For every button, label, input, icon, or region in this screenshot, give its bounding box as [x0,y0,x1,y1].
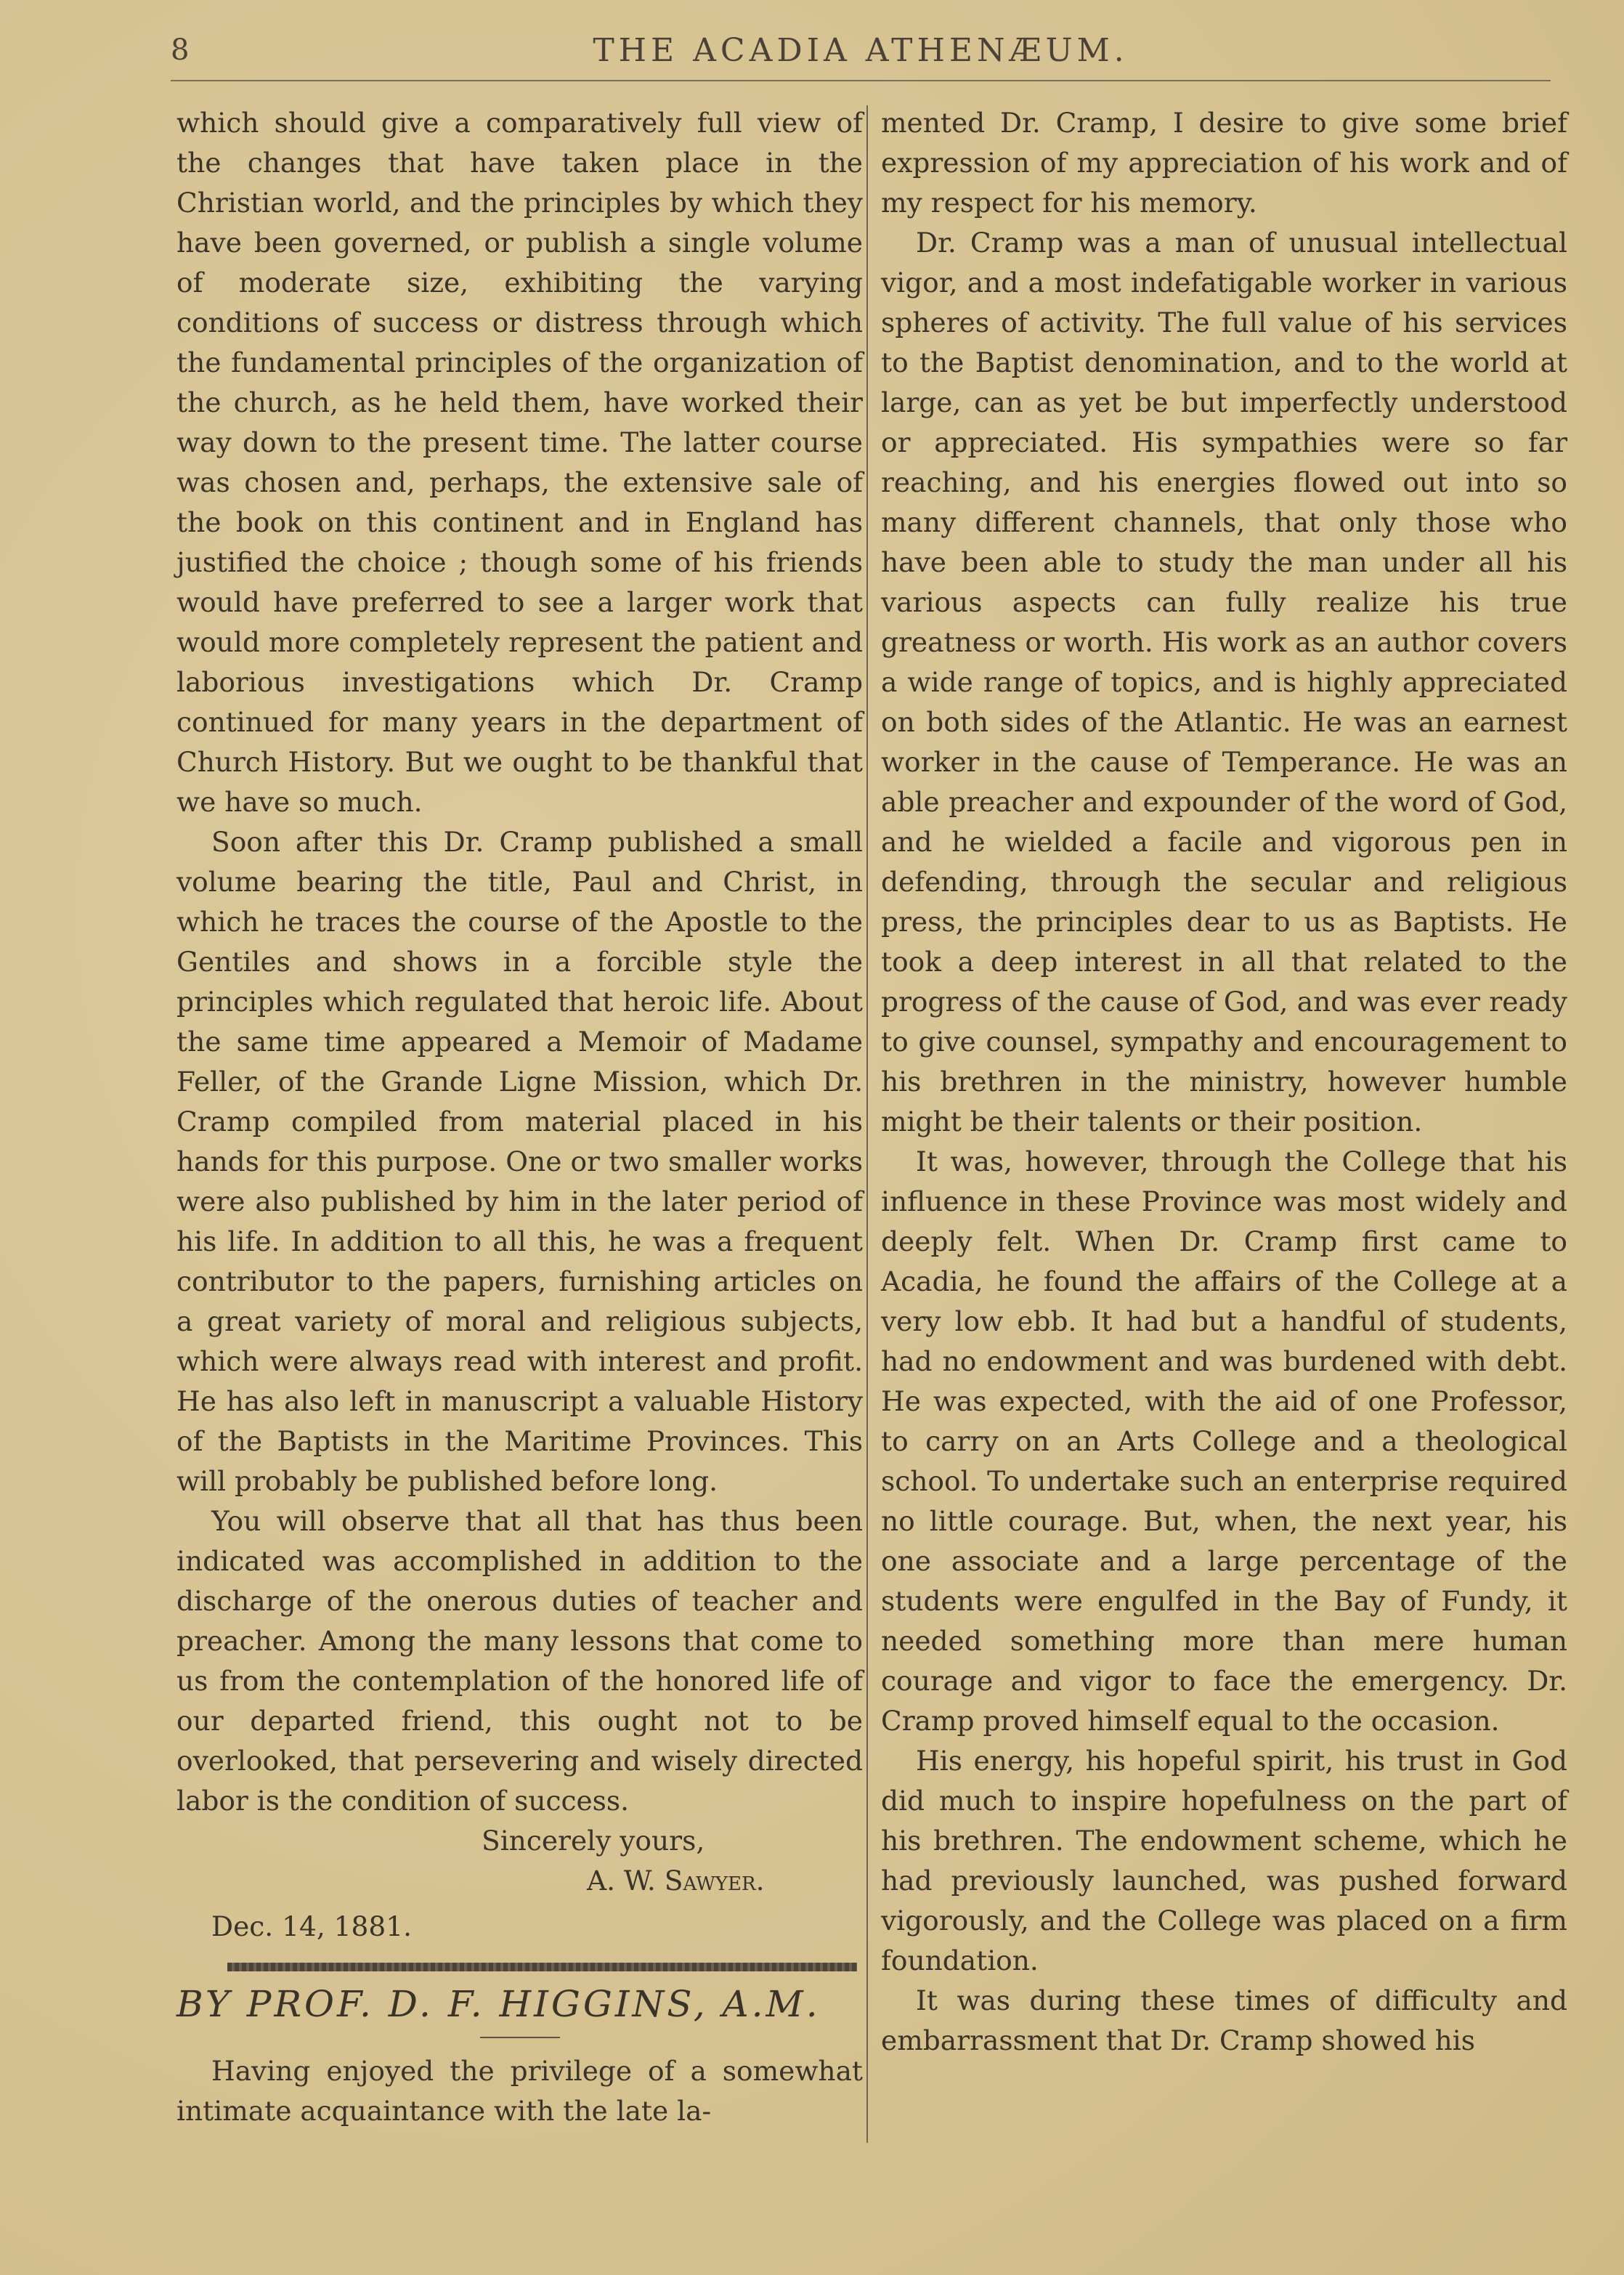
closing-salutation: Sincerely yours, [482,1825,705,1857]
running-head [171,29,1551,80]
column-divider [866,105,868,2143]
left-column [176,103,863,2131]
paragraph: Having enjoyed the privilege of a somewhat intimate acquaintance with the late la- [176,2055,863,2127]
paragraph: It was during these times of difficulty and embarrassment that Dr. Cramp showed his [881,1984,1567,2056]
paragraph: Soon after this Dr. Cramp published a small volume bearing the title, Paul and Christ, in which he traces the course of the Apostle to the Gentiles and shows in a forcible style the principles which regulated that heroic life. About the same time appeared a Memoir of Madame Feller, of the Grande Ligne Mission, which Dr. Cramp compiled from material placed in his hands for this purpose. One or two smaller works were also published by him in the later period of his life. In addition to all this, he was a frequent contributor to the papers, furnishing articles on a great variety of moral and religious subjects, which were always read with interest and profit. He has also left in manuscript a valuable History of the Baptists in the Maritime Provinces. This will probably be published before long. [176,826,863,1497]
header-rule [171,80,1551,81]
right-column [881,103,1567,2061]
paragraph: His energy, his hopeful spirit, his trust in God did much to inspire hopefulness on the part of his brethren. The endowment scheme, which he had previously launched, was pushed forward vigorously, and the College was placed on a firm foundation. [881,1745,1567,1976]
paragraph: Dr. Cramp was a man of unusual intellectual vigor, and a most indefatigable worker in various spheres of activity. The full value of his services to the Baptist denomination, and to the world at large, can as yet be but imperfectly understood or appreciated. His sympathies were so far reaching, and his energies flowed out into so many different channels, that only those who have been able to study the man under all his various aspects can fully realize his true greatness or worth. His work as an author covers a wide range of topics, and is highly appreciated on both sides of the Atlantic. He was an earnest worker in the cause of Temperance. He was an able preacher and expounder of the word of God, and he wielded a facile and vigorous pen in defending, through the secular and religious press, the principles dear to us as Baptists. He took a deep interest in all that related to the progress of the cause of God, and was ever ready to give counsel, sympathy and encouragement to his brethren in the ministry, however humble might be their talents or their position. [881,227,1567,1138]
paragraph: which should give a comparatively full view of the changes that have taken place in the Christian world, and the principles by which they have been governed, or publish a single volume of moderate size, exhibiting the varying conditions of success or distress through which the fundamental principles of the organization of the church, as he held them, have worked their way down to the present time. The latter course was chosen and, perhaps, the extensive sale of the book on this continent and in England has justified the choice ; though some of his friends would have preferred to see a larger work that would more completely represent the patient and laborious investigations which Dr. Cramp continued for many years in the department of Church History. But we ought to be thankful that we have so much. [176,107,863,818]
section-divider [227,1963,857,1971]
letter-date: Dec. 14, 1881. [211,1910,413,1942]
paragraph: You will observe that all that has thus been indicated was accomplished in addition to the discharge of the onerous duties of teacher and preacher. Among the many lessons that come to us from the contemplation of the honored life of our departed friend, this ought not to be overlooked, that persevering and wisely directed labor is the condition of success. [176,1505,863,1817]
paragraph: It was, however, through the College that his influence in these Province was most widely and deeply felt. When Dr. Cramp first came to Acadia, he found the affairs of the College at a very low ebb. It had but a handful of students, had no endowment and was burdened with debt. He was expected, with the aid of one Professor, to carry on an Arts College and a theological school. To undertake such an enterprise required no little courage. But, when, the next year, his one associate and a large percentage of the students were engulfed in the Bay of Fundy, it needed something more than mere human courage and vigor to face the emergency. Dr. Cramp proved himself equal to the occasion. [881,1145,1567,1737]
page-number: 8 [171,33,190,67]
article-byline: BY PROF. D. F. HIGGINS, A.M. [176,1983,821,2025]
signature: A. W. Sawyer. [587,1865,765,1897]
letter-closing [176,1821,863,1947]
paragraph: mented Dr. Cramp, I desire to give some brief expression of my appreciation of his work and of my respect for his memory. [881,107,1567,219]
journal-title: THE ACADIA ATHENÆUM. [593,32,1129,69]
byline-rule [480,2037,560,2038]
